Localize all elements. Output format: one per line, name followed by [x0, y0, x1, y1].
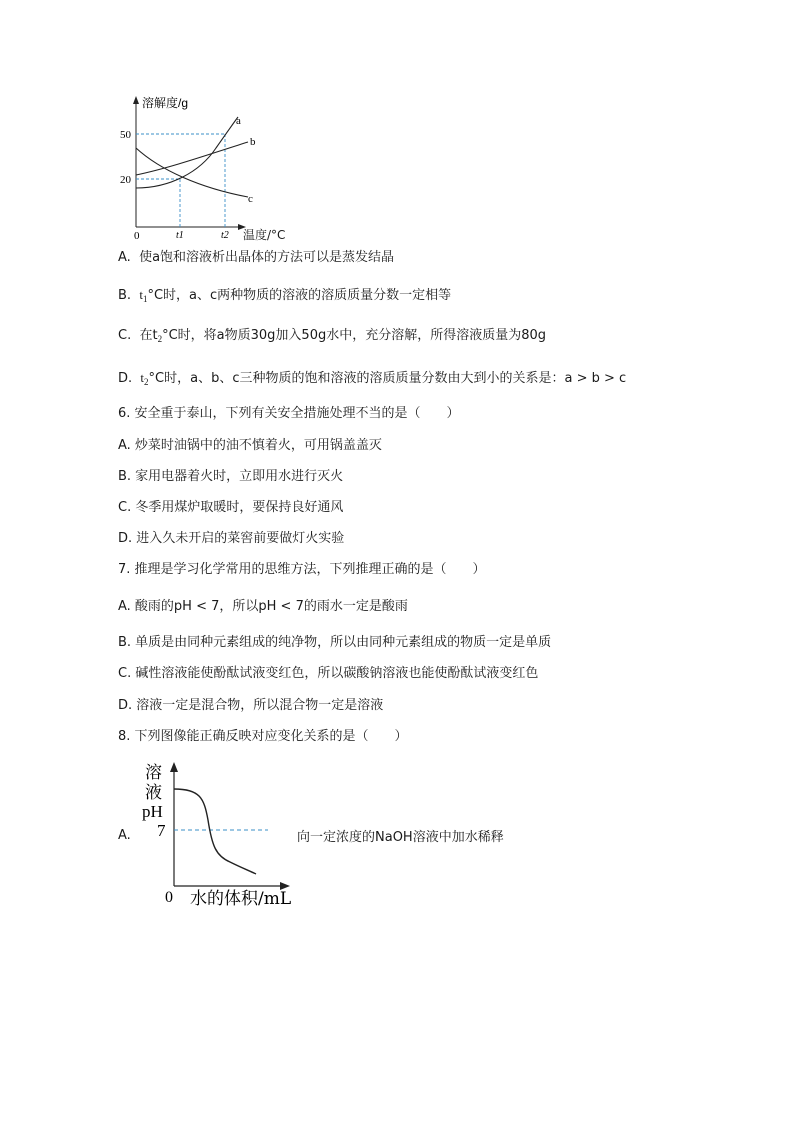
- ph-y-tick-7: 7: [157, 821, 166, 840]
- curve-label-c: c: [248, 193, 253, 205]
- curve-label-b: b: [250, 136, 256, 148]
- q5-option-c[interactable]: C. 在$t_2^\circ C$时，将a物质30g加入50g水中，充分溶解，所得溶液质量为80g: [118, 328, 547, 344]
- solubility-chart: [110, 92, 280, 242]
- q6-stem: 6. 安全重于泰山，下列有关安全措施处理不当的是（ ）: [118, 406, 460, 421]
- y-tick-50: 50: [120, 129, 131, 141]
- curve-b: [136, 142, 248, 175]
- q8-option-a-letter[interactable]: A.: [118, 828, 131, 843]
- ylabel: 溶解度/g: [142, 96, 189, 110]
- q5-option-b[interactable]: B. $t_1^\circ C$时，a、c两种物质的溶液的溶质质量分数一定相等: [118, 287, 452, 304]
- q7-stem: 7. 推理是学习化学常用的思维方法，下列推理正确的是（ ）: [118, 562, 486, 577]
- ph-ylabel-2: 液: [145, 783, 162, 803]
- y-tick-20: 20: [120, 174, 131, 186]
- curve-c: [136, 148, 248, 197]
- q5-option-d[interactable]: D. $t_2^\circ C$时，a、b、c三种物质的饱和溶液的溶质质量分数由大到小的关系是：a > b > c: [118, 370, 627, 387]
- solubility-chart-svg: [110, 92, 280, 242]
- q7-option-d[interactable]: D. 溶液一定是混合物，所以混合物一定是溶液: [118, 698, 384, 713]
- ph-y-axis-arrow: [170, 762, 178, 772]
- ph-ylabel-1: 溶: [145, 763, 162, 783]
- ph-chart-svg: [138, 758, 308, 913]
- q6-option-d[interactable]: D. 进入久未开启的菜窖前要做灯火实验: [118, 531, 345, 546]
- ph-curve: [174, 789, 256, 874]
- x-tick-t2: t2: [221, 230, 229, 241]
- curve-label-a: a: [236, 115, 241, 127]
- ph-ylabel-3: pH: [142, 802, 163, 821]
- q6-option-b[interactable]: B. 家用电器着火时，立即用水进行灭火: [118, 469, 344, 484]
- y-axis-arrow: [133, 96, 139, 104]
- q7-option-a[interactable]: A. 酸雨的pH < 7，所以pH < 7的雨水一定是酸雨: [118, 599, 408, 614]
- xlabel: 温度/°C: [243, 228, 286, 242]
- q6-option-c[interactable]: C. 冬季用煤炉取暖时，要保持良好通风: [118, 500, 344, 515]
- ph-chart: [138, 758, 308, 913]
- q6-option-a[interactable]: A. 炒菜时油锅中的油不慎着火，可用锅盖盖灭: [118, 438, 382, 453]
- curve-a: [136, 117, 238, 188]
- origin: 0: [134, 230, 140, 242]
- ph-origin: 0: [165, 889, 173, 906]
- ph-xlabel: 水的体积/mL: [190, 889, 292, 909]
- q7-option-b[interactable]: B. 单质是由同种元素组成的纯净物，所以由同种元素组成的物质一定是单质: [118, 635, 552, 650]
- q5-option-a[interactable]: A. 使a饱和溶液析出晶体的方法可以是蒸发结晶: [118, 250, 395, 265]
- x-tick-t1: t1: [176, 230, 184, 241]
- q7-option-c[interactable]: C. 碱性溶液能使酚酞试液变红色，所以碳酸钠溶液也能使酚酞试液变红色: [118, 666, 539, 681]
- q8-stem: 8. 下列图像能正确反映对应变化关系的是（ ）: [118, 729, 408, 744]
- q8-option-a-desc: 向一定浓度的NaOH溶液中加水稀释: [297, 830, 504, 845]
